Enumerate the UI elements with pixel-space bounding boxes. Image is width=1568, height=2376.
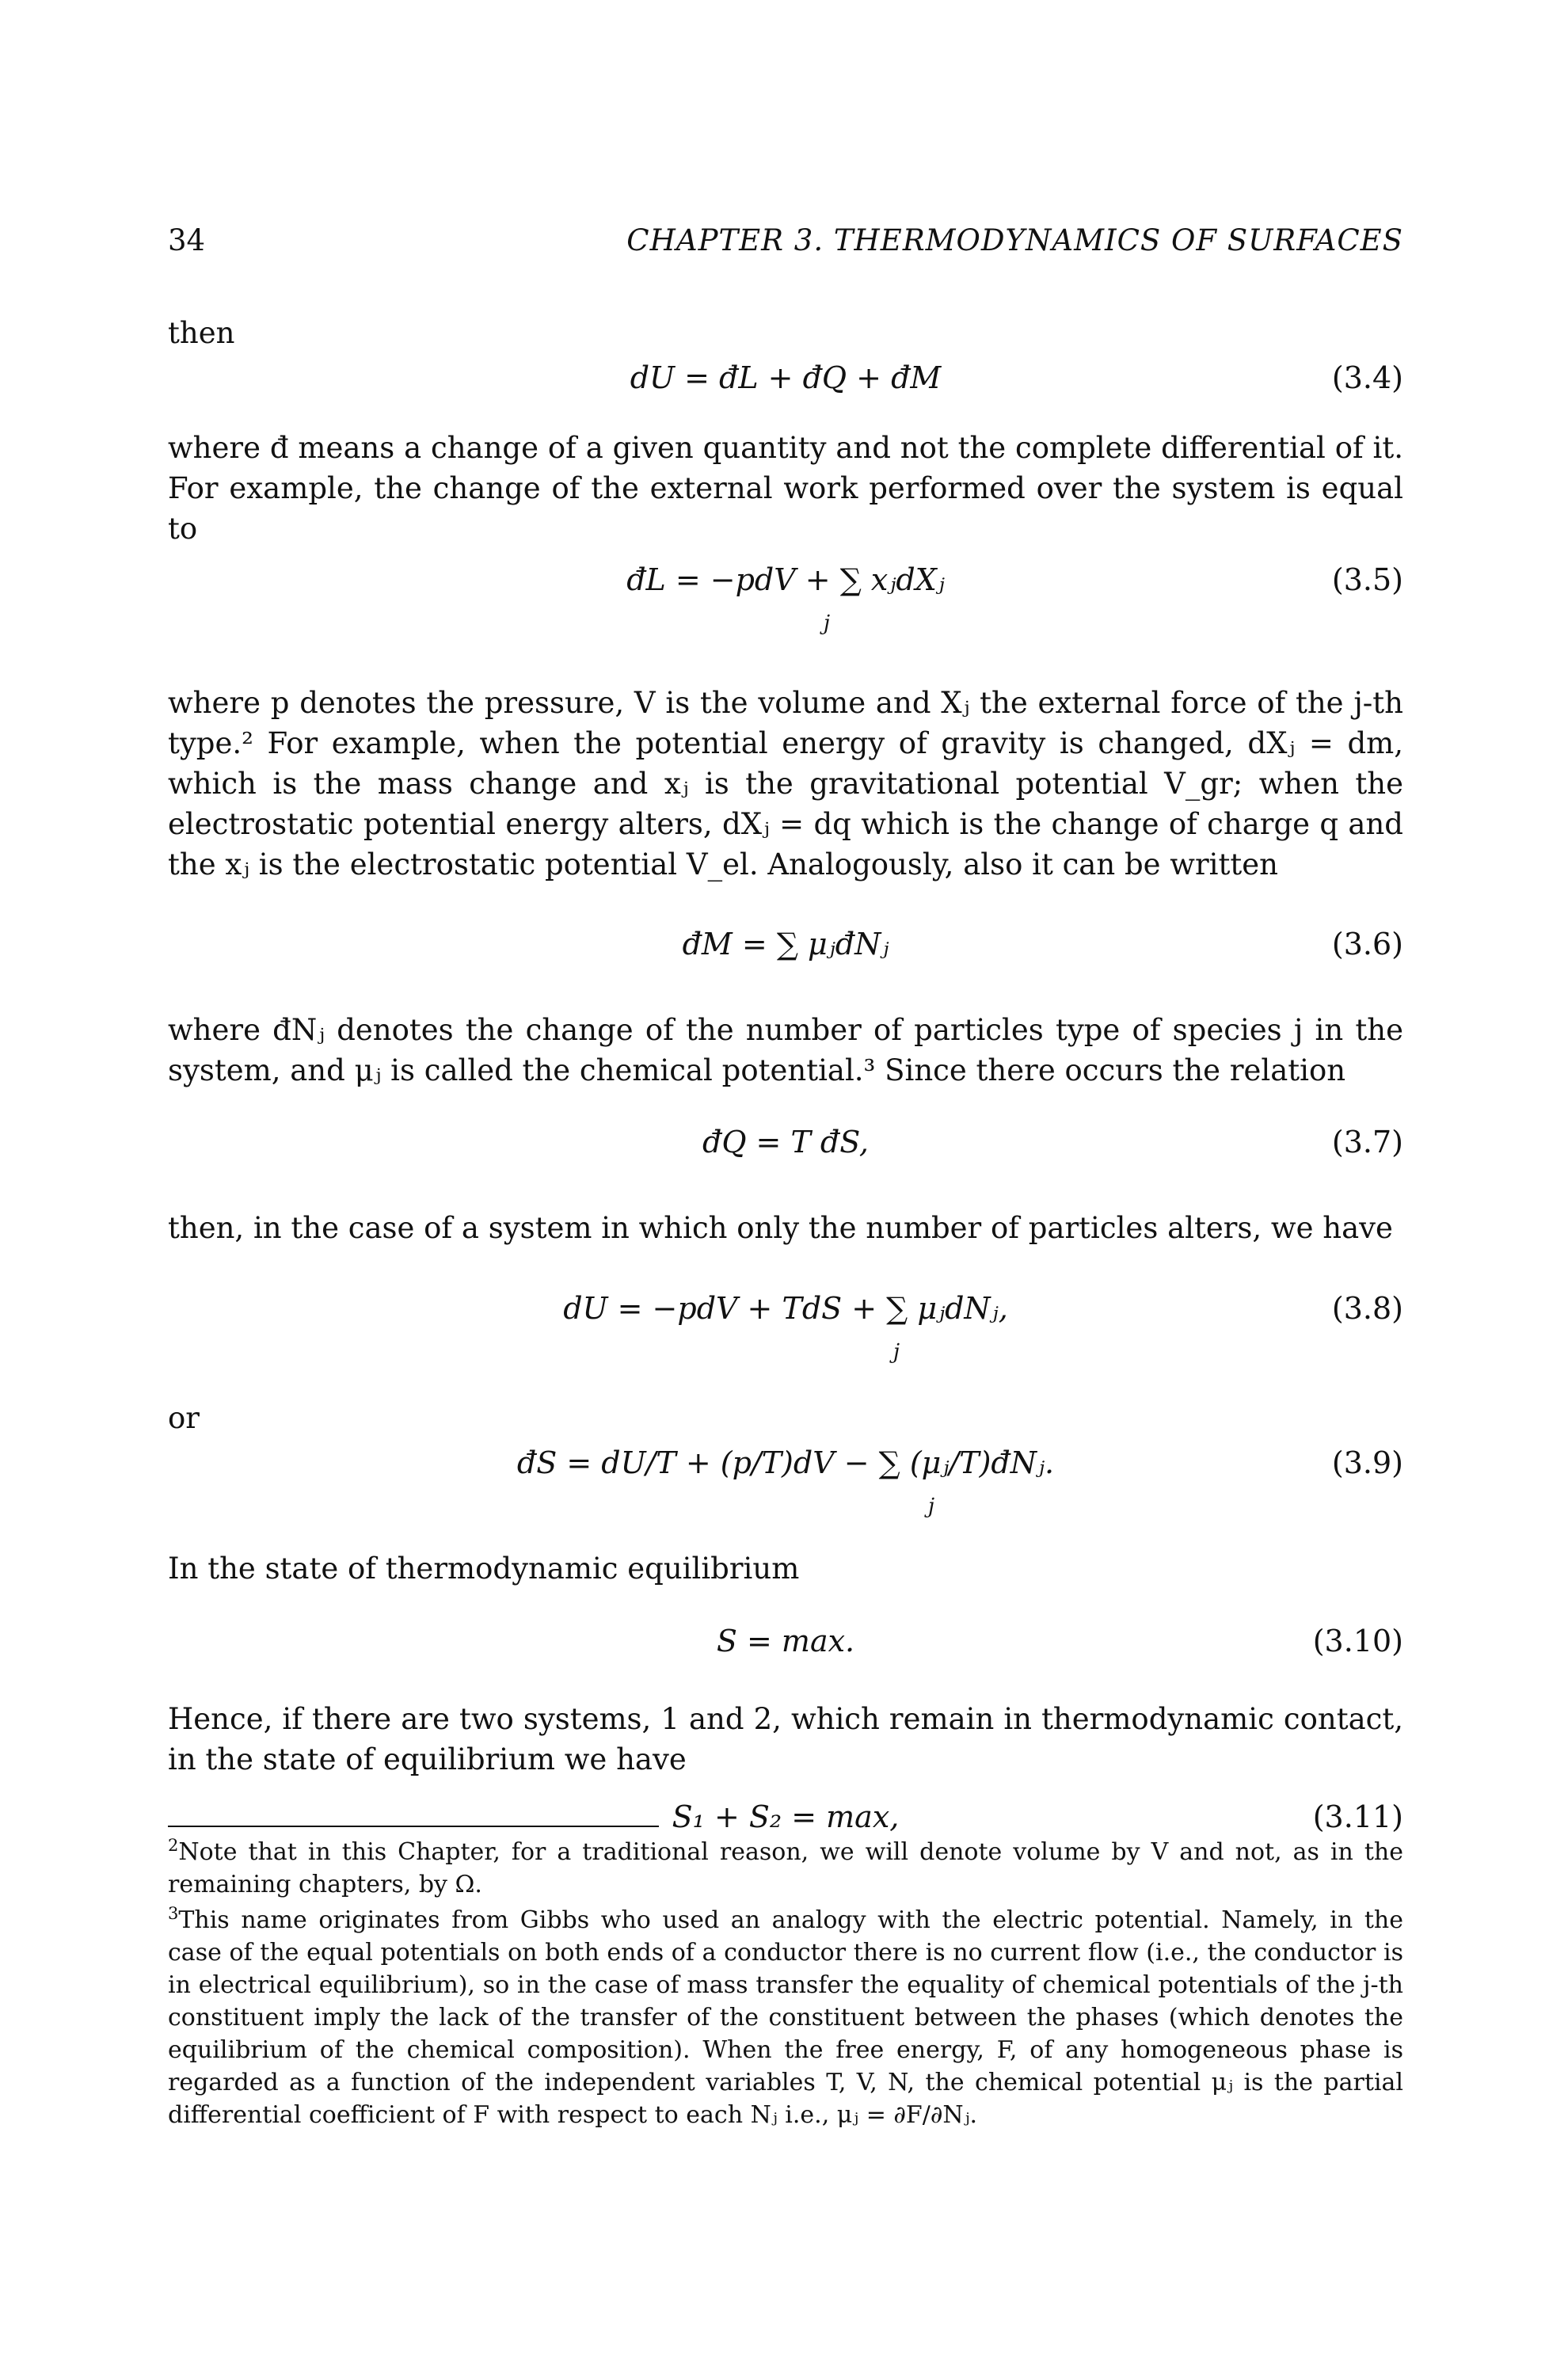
equation-3-5 bbox=[168, 562, 1403, 635]
equation-expression: dU = −pdV + TdS + ∑ μⱼdNⱼ, bbox=[563, 1291, 1008, 1326]
equation-3-9 bbox=[168, 1445, 1403, 1518]
paragraph-chemical-potential: where đNⱼ denotes the change of the number of particles type of species j in the system, and μⱼ is called the chemical potential.³ Since there occurs the relation bbox=[168, 1013, 1403, 1087]
equation-expression: S = max. bbox=[716, 1624, 855, 1658]
equation-3-7 bbox=[168, 1125, 1403, 1172]
paragraph-equilibrium-state: In the state of thermodynamic equilibrium bbox=[168, 1552, 800, 1586]
equation-expression: S₁ + S₂ = max, bbox=[672, 1799, 900, 1834]
equation-number: (3.5) bbox=[1331, 562, 1403, 597]
footnote-2 bbox=[168, 1836, 1403, 1901]
equation-3-8 bbox=[168, 1291, 1403, 1364]
footnote-mark: 2 bbox=[168, 1836, 179, 1855]
paragraph-particles-alter: then, in the case of a system in which only the number of particles alters, we have bbox=[168, 1211, 1393, 1245]
footnote-mark: 3 bbox=[168, 1904, 179, 1923]
paragraph-two-systems: Hence, if there are two systems, 1 and 2, which remain in thermodynamic contact, in the state of equilibrium we have bbox=[168, 1702, 1403, 1776]
footnote-text: This name originates from Gibbs who used an analogy with the electric potential. Namely, in the case of the equal potentials on both ends of a conductor there is no current flow (i.e., the conductor is in electrical equilibrium), so in the case of mass transfer the equality of chemical potentials of the j-th constituent imply the lack of the transfer of the constituent between the phases (which denotes the equilibrium of the chemical composition). When the free energy, F, of any homogeneous phase is regarded as a function of the independent variables T, V, N, the chemical potential μⱼ is the partial differential coefficient of F with respect to each Nⱼ i.e., μⱼ = ∂F/∂Nⱼ. bbox=[168, 1906, 1403, 2129]
page-number: 34 bbox=[168, 223, 206, 257]
paragraph-pressure-volume: where p denotes the pressure, V is the volume and Xⱼ the external force of the j-th type.² For example, when the potential energy of gravity is changed, dXⱼ = dm, which is the mass change and xⱼ is the gravitational potential V_gr; when the electrostatic potential energy alters, dXⱼ = dq which is the change of charge q and the xⱼ is the electrostatic potential V_el. Analogously, also it can be written bbox=[168, 686, 1403, 881]
equation-expression: dU = đL + đQ + đM bbox=[630, 360, 942, 395]
equation-expression: đM = ∑ μⱼđNⱼ bbox=[682, 927, 889, 961]
equation-3-4 bbox=[168, 360, 1403, 408]
equation-number: (3.8) bbox=[1331, 1291, 1403, 1326]
equation-3-10 bbox=[168, 1624, 1403, 1671]
equation-number: (3.4) bbox=[1331, 360, 1403, 395]
equation-3-6 bbox=[168, 927, 1403, 974]
equation-number: (3.9) bbox=[1331, 1445, 1403, 1480]
summation-index: j bbox=[824, 611, 831, 635]
equation-number: (3.6) bbox=[1331, 927, 1403, 961]
footnote-3 bbox=[168, 1904, 1403, 2131]
summation-index: j bbox=[928, 1495, 935, 1518]
footnote-text: Note that in this Chapter, for a traditional reason, we will denote volume by V and not, as in the remaining chapters, by Ω. bbox=[168, 1838, 1403, 1898]
footnote-rule bbox=[168, 1826, 659, 1827]
equation-expression: đQ = T đS, bbox=[702, 1125, 869, 1159]
paragraph-d-definition: where đ means a change of a given quantity and not the complete differential of it. For example, the change of the external work performed over the system is equal to bbox=[168, 431, 1403, 546]
paragraph-or: or bbox=[168, 1401, 200, 1435]
equation-expression: đS = dU/T + (p/T)dV − ∑ (μⱼ/T)đNⱼ. bbox=[516, 1445, 1055, 1480]
running-head: CHAPTER 3. THERMODYNAMICS OF SURFACES bbox=[626, 223, 1403, 257]
paragraph-then: then bbox=[168, 316, 235, 350]
equation-expression: đL = −pdV + ∑ xⱼdXⱼ bbox=[626, 562, 945, 597]
page bbox=[168, 0, 1403, 2376]
summation-index: j bbox=[893, 1340, 900, 1364]
equation-number: (3.11) bbox=[1312, 1799, 1403, 1834]
equation-number: (3.10) bbox=[1312, 1624, 1403, 1658]
equation-number: (3.7) bbox=[1331, 1125, 1403, 1159]
